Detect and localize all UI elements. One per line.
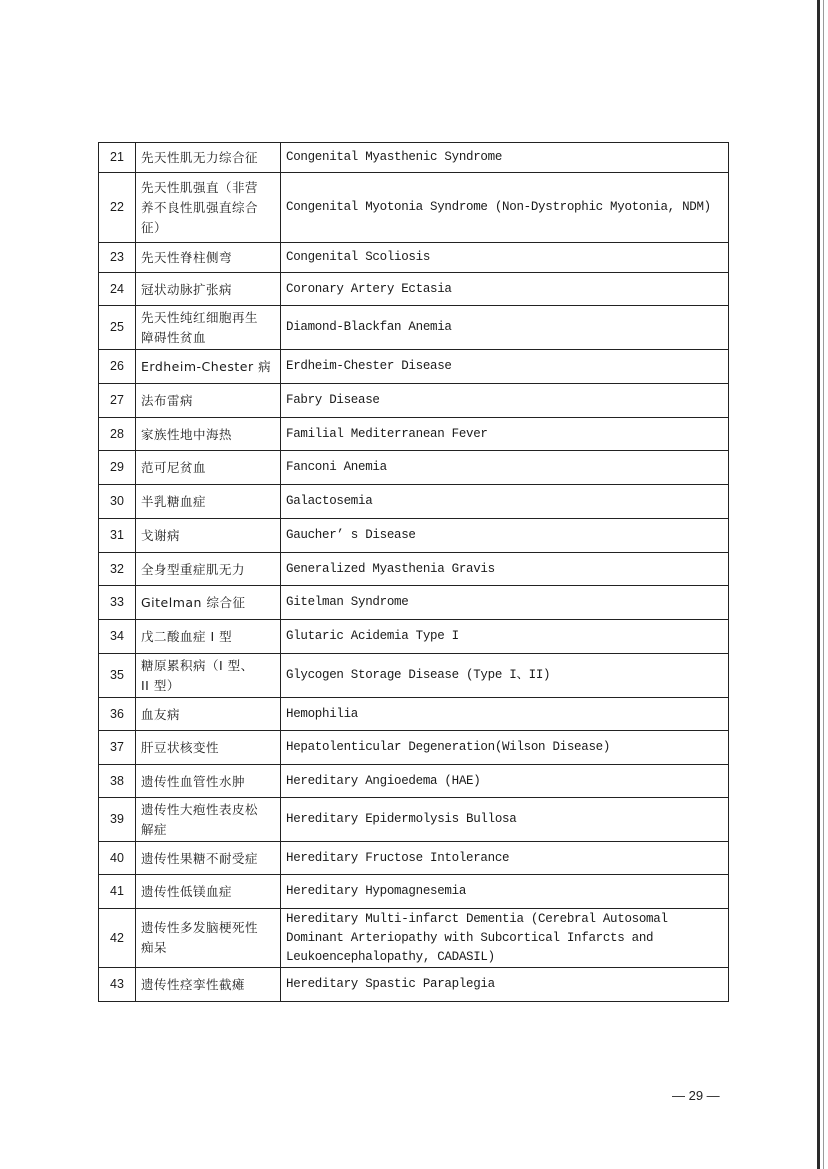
- english-name: Diamond-Blackfan Anemia: [281, 306, 729, 350]
- chinese-name: 法布雷病: [136, 384, 281, 418]
- table-row: [99, 586, 729, 620]
- english-name: Erdheim-Chester Disease: [281, 350, 729, 384]
- chinese-name: 先天性纯红细胞再生 障碍性贫血: [136, 306, 281, 350]
- table-row: [99, 875, 729, 909]
- english-name: Fanconi Anemia: [281, 451, 729, 485]
- table-body: [99, 143, 729, 1002]
- english-name: Hereditary Spastic Paraplegia: [281, 968, 729, 1002]
- english-name: Galactosemia: [281, 485, 729, 519]
- table-row: [99, 350, 729, 384]
- row-number: 31: [99, 519, 136, 553]
- row-number: 22: [99, 173, 136, 243]
- row-number: 26: [99, 350, 136, 384]
- english-name: Hemophilia: [281, 698, 729, 731]
- chinese-name: 遗传性血管性水肿: [136, 765, 281, 798]
- chinese-name: 先天性肌无力综合征: [136, 143, 281, 173]
- table-row: [99, 451, 729, 485]
- chinese-name: Erdheim-Chester 病: [136, 350, 281, 384]
- english-name: Hepatolenticular Degeneration(Wilson Disease): [281, 731, 729, 765]
- page-edge-rule: [817, 0, 820, 1169]
- chinese-name: 家族性地中海热: [136, 418, 281, 451]
- english-name: Gitelman Syndrome: [281, 586, 729, 620]
- table-row: [99, 798, 729, 842]
- row-number: 38: [99, 765, 136, 798]
- chinese-name: 半乳糖血症: [136, 485, 281, 519]
- chinese-name: 戈谢病: [136, 519, 281, 553]
- english-name: Hereditary Fructose Intolerance: [281, 842, 729, 875]
- row-number: 37: [99, 731, 136, 765]
- table-row: [99, 418, 729, 451]
- chinese-name: 冠状动脉扩张病: [136, 273, 281, 306]
- english-name: Glycogen Storage Disease (Type I、II): [281, 654, 729, 698]
- row-number: 34: [99, 620, 136, 654]
- table-row: [99, 620, 729, 654]
- chinese-name: 范可尼贫血: [136, 451, 281, 485]
- row-number: 42: [99, 909, 136, 968]
- english-name: Hereditary Epidermolysis Bullosa: [281, 798, 729, 842]
- row-number: 23: [99, 243, 136, 273]
- english-name: Familial Mediterranean Fever: [281, 418, 729, 451]
- table-row: [99, 698, 729, 731]
- english-name: Gaucher’ s Disease: [281, 519, 729, 553]
- row-number: 27: [99, 384, 136, 418]
- row-number: 29: [99, 451, 136, 485]
- english-name: Generalized Myasthenia Gravis: [281, 553, 729, 586]
- english-name: Congenital Myotonia Syndrome (Non-Dystrophic Myotonia, NDM): [281, 173, 729, 243]
- row-number: 40: [99, 842, 136, 875]
- table-row: [99, 909, 729, 968]
- table-row: [99, 173, 729, 243]
- row-number: 32: [99, 553, 136, 586]
- rare-disease-table: [98, 142, 729, 1002]
- chinese-name: 遗传性痉挛性截瘫: [136, 968, 281, 1002]
- english-name: Hereditary Angioedema (HAE): [281, 765, 729, 798]
- chinese-name: 遗传性低镁血症: [136, 875, 281, 909]
- row-number: 30: [99, 485, 136, 519]
- chinese-name: Gitelman 综合征: [136, 586, 281, 620]
- chinese-name: 全身型重症肌无力: [136, 553, 281, 586]
- row-number: 24: [99, 273, 136, 306]
- chinese-name: 肝豆状核变性: [136, 731, 281, 765]
- row-number: 36: [99, 698, 136, 731]
- table-row: [99, 842, 729, 875]
- page-number: — 29 —: [672, 1088, 720, 1103]
- row-number: 39: [99, 798, 136, 842]
- table-row: [99, 485, 729, 519]
- english-name: Hereditary Hypomagnesemia: [281, 875, 729, 909]
- row-number: 41: [99, 875, 136, 909]
- page-edge-rule-thin: [823, 0, 824, 1169]
- chinese-name: 遗传性果糖不耐受症: [136, 842, 281, 875]
- row-number: 35: [99, 654, 136, 698]
- table-row: [99, 968, 729, 1002]
- row-number: 28: [99, 418, 136, 451]
- table-row: [99, 731, 729, 765]
- chinese-name: 先天性肌强直（非营 养不良性肌强直综合 征）: [136, 173, 281, 243]
- chinese-name: 血友病: [136, 698, 281, 731]
- row-number: 43: [99, 968, 136, 1002]
- english-name: Fabry Disease: [281, 384, 729, 418]
- table-row: [99, 243, 729, 273]
- chinese-name: 先天性脊柱侧弯: [136, 243, 281, 273]
- row-number: 21: [99, 143, 136, 173]
- table-row: [99, 519, 729, 553]
- english-name: Coronary Artery Ectasia: [281, 273, 729, 306]
- table-row: [99, 553, 729, 586]
- table-row: [99, 765, 729, 798]
- table-row: [99, 273, 729, 306]
- chinese-name: 糖原累积病（I 型、 II 型）: [136, 654, 281, 698]
- chinese-name: 戊二酸血症 I 型: [136, 620, 281, 654]
- english-name: Hereditary Multi-infarct Dementia (Cerebral Autosomal Dominant Arteriopathy with Subcortical Infarcts and Leukoencephalopathy, CADASIL): [281, 909, 729, 968]
- table-row: [99, 384, 729, 418]
- table-row: [99, 143, 729, 173]
- english-name: Congenital Scoliosis: [281, 243, 729, 273]
- chinese-name: 遗传性多发脑梗死性 痴呆: [136, 909, 281, 968]
- table-row: [99, 654, 729, 698]
- row-number: 25: [99, 306, 136, 350]
- english-name: Congenital Myasthenic Syndrome: [281, 143, 729, 173]
- english-name: Glutaric Acidemia Type I: [281, 620, 729, 654]
- row-number: 33: [99, 586, 136, 620]
- table-row: [99, 306, 729, 350]
- chinese-name: 遗传性大疱性表皮松 解症: [136, 798, 281, 842]
